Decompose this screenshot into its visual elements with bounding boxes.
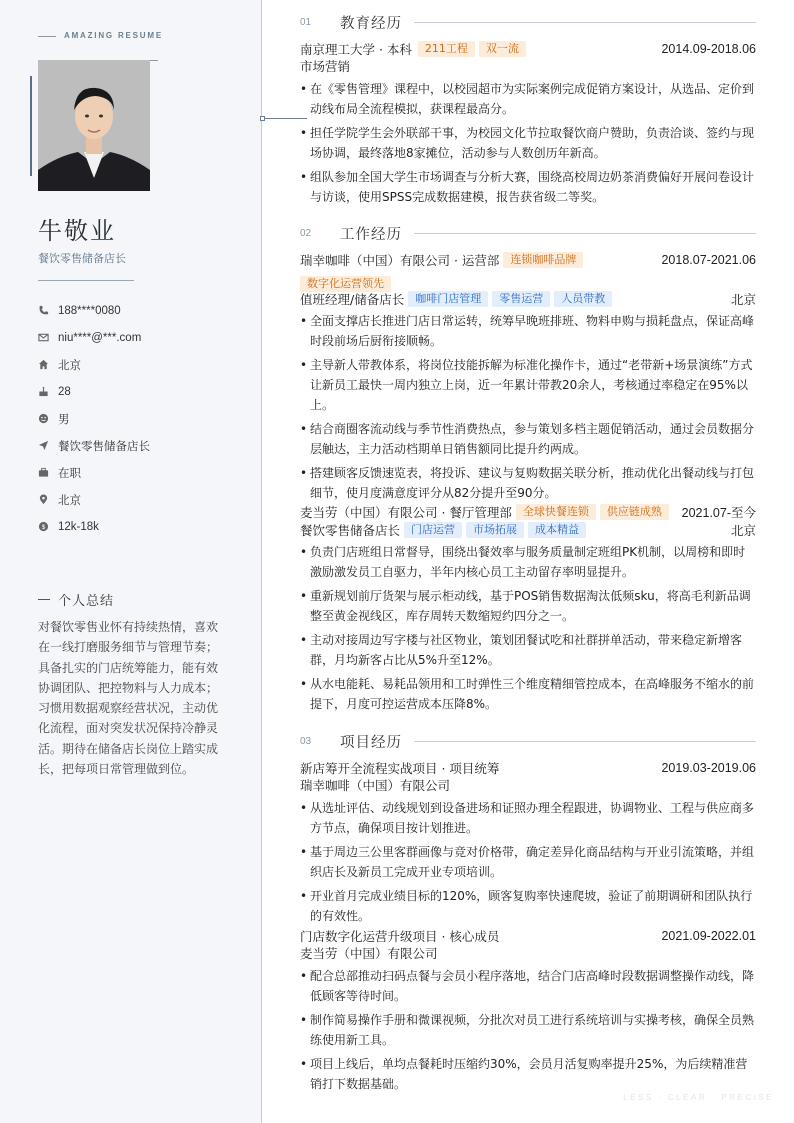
project-header-row — [300, 927, 756, 945]
info-value: 餐饮零售储备店长 — [58, 440, 150, 453]
list-item: • 主动对接周边写字楼与社区物业，策划团餐试吃和社群拼单活动，带来稳定新增客群，月均新客占比从5%升至12%。 — [300, 630, 756, 670]
work-date: 2018.07-2021.06 — [661, 253, 756, 267]
section-number: 01 — [300, 17, 312, 28]
section-rule — [414, 22, 756, 23]
role-tag: 人员带教 — [554, 291, 612, 307]
info-status — [38, 459, 248, 486]
svg-text:$: $ — [41, 523, 46, 531]
company-tag: 供应链成熟 — [600, 504, 669, 520]
section-number: 02 — [300, 228, 312, 239]
info-home — [38, 351, 248, 378]
role-tag: 市场拓展 — [466, 522, 524, 538]
info-email — [38, 324, 248, 351]
list-item: • 搭建顾客反馈速览表，将投诉、建议与复购数据关联分析，推动优化出餐动线与打包细节，使月度满意度评分从82分提升至90分。 — [300, 463, 756, 503]
list-item: • 制作简易操作手册和微课视频，分批次对员工进行系统培训与实操考核，确保全员熟练使用新工具。 — [300, 1010, 756, 1050]
send-icon — [38, 440, 58, 451]
info-value: 188****0080 — [58, 304, 121, 317]
brand-dash — [38, 36, 56, 37]
list-item: • 重新规划前厅货架与展示柜动线，基于POS销售数据淘汰低频sku，将高毛利新品调整至黄金视线区，库存周转天数缩短约四分之一。 — [300, 586, 756, 626]
info-value: 28 — [58, 385, 71, 398]
info-phone — [38, 297, 248, 324]
role-row — [300, 290, 756, 308]
role-tag: 零售运营 — [492, 291, 550, 307]
phone-icon — [38, 305, 58, 316]
list-item: • 组队参加全国大学生市场调查与分析大赛，围绕高校周边奶茶消费偏好开展问卷设计与访谈，使用SPSS完成数据建模，报告获省级二等奖。 — [300, 167, 756, 207]
list-item: • 结合商圈客流动线与季节性消费热点，参与策划多档主题促销活动，通过会员数据分层触达，主力活动档期单日销售额同比提升约两成。 — [300, 419, 756, 459]
info-age — [38, 378, 248, 405]
section-header-projects — [300, 731, 756, 752]
project-entry-2 — [300, 927, 756, 1094]
info-target-role — [38, 432, 248, 459]
section-header-work — [300, 223, 756, 244]
education-entry — [300, 40, 756, 207]
project-date: 2019.03-2019.06 — [661, 761, 756, 775]
cake-icon — [38, 386, 58, 397]
home-icon — [38, 359, 58, 370]
company-tag: 全球快餐连锁 — [516, 504, 596, 520]
profile-title: 餐饮零售储备店长 — [38, 252, 126, 265]
info-salary — [38, 513, 248, 540]
school-tag: 双一流 — [479, 41, 526, 57]
sidebar — [0, 0, 262, 1123]
contact-info-list — [38, 297, 248, 540]
section-header-education — [300, 12, 756, 33]
company-tags-overflow — [300, 269, 756, 290]
briefcase-icon — [38, 467, 58, 478]
list-item: • 主导新人带教体系，将岗位技能拆解为标准化操作卡，通过“老带新+场景演练”方式让新员工最快一周内独立上岗，近一年累计带教20余人，考核通过率稳定在95%以上。 — [300, 355, 756, 415]
work-date: 2021.07-至今 — [681, 506, 756, 520]
summary-heading — [38, 590, 114, 609]
company-name: 麦当劳（中国）有限公司 · 餐厅管理部 — [300, 505, 512, 520]
info-value: 12k-18k — [58, 520, 99, 533]
list-item: • 从水电能耗、易耗品领用和工时弹性三个维度精细管控成本，在高峰服务不缩水的前提下，月度可控运营成本压降8%。 — [300, 674, 756, 714]
education-header-row — [300, 40, 756, 58]
work-city: 北京 — [730, 292, 756, 307]
profile-name: 牛敬业 — [38, 217, 116, 245]
profile-photo — [38, 60, 150, 191]
section-rule — [414, 233, 756, 234]
section-title: 工作经历 — [340, 227, 402, 243]
list-item: • 担任学院学生会外联部干事，为校园文化节拉取餐饮商户赞助，负责洽谈、签约与现场协调，最终落地8家摊位，活动参与人数创历年新高。 — [300, 123, 756, 163]
project-date: 2021.09-2022.01 — [661, 929, 756, 943]
gender-icon — [38, 413, 58, 424]
info-gender — [38, 405, 248, 432]
work-entry-2 — [300, 503, 756, 714]
project-name: 门店数字化运营升级项目 · 核心成员 — [300, 929, 500, 944]
company-tag: 连锁咖啡品牌 — [503, 252, 583, 268]
school-name: 南京理工大学 · 本科 — [300, 42, 412, 57]
sidebar-divider — [38, 280, 134, 281]
role-row — [300, 521, 756, 539]
work-bullets — [300, 542, 756, 714]
school-tag: 211工程 — [418, 41, 475, 57]
section-number: 03 — [300, 736, 312, 747]
project-entry-1 — [300, 759, 756, 926]
company-name: 瑞幸咖啡（中国）有限公司 · 运营部 — [300, 253, 500, 268]
summary-title: 个人总结 — [58, 594, 115, 609]
section-title: 教育经历 — [340, 16, 402, 32]
salary-icon — [38, 521, 58, 532]
role-name: 值班经理/储备店长 — [300, 292, 405, 307]
role-name: 餐饮零售储备店长 — [300, 523, 401, 538]
info-value: 在职 — [58, 467, 81, 480]
work-bullets — [300, 311, 756, 503]
list-item: • 全面支撑店长推进门店日常运转，统筹早晚班排班、物料申购与损耗盘点，保证高峰时段前场后厨衔接顺畅。 — [300, 311, 756, 351]
project-org: 瑞幸咖啡（中国）有限公司 — [300, 778, 451, 793]
project-name: 新店筹开全流程实战项目 · 项目统筹 — [300, 761, 500, 776]
summary-dash — [38, 599, 50, 600]
project-bullets — [300, 966, 756, 1094]
timeline-notch-marker — [260, 116, 265, 121]
list-item: • 开业首月完成业绩目标的120%，顾客复购率快速爬坡，验证了前期调研和团队执行的有效性。 — [300, 886, 756, 926]
education-bullets — [300, 79, 756, 207]
list-item: • 在《零售管理》课程中，以校园超市为实际案例完成促销方案设计，从选品、定价到动线布局全流程模拟，获课程最高分。 — [300, 79, 756, 119]
education-date: 2014.09-2018.06 — [661, 42, 756, 56]
info-value: 北京 — [58, 359, 81, 372]
location-pin-icon — [38, 494, 58, 505]
education-major: 市场营销 — [300, 59, 351, 74]
work-header-row — [300, 251, 756, 269]
project-org: 麦当劳（中国）有限公司 — [300, 946, 438, 961]
list-item: • 配合总部推动扫码点餐与会员小程序落地，结合门店高峰时段数据调整操作动线，降低顾客等待时间。 — [300, 966, 756, 1006]
work-header-row — [300, 503, 756, 521]
list-item: • 从选址评估、动线规划到设备进场和证照办理全程跟进，协调物业、工程与供应商多方节点，确保项目按计划推进。 — [300, 798, 756, 838]
role-tag: 门店运营 — [404, 522, 462, 538]
company-tag: 数字化运营领先 — [300, 276, 391, 292]
info-location — [38, 486, 248, 513]
list-item: • 负责门店班组日常督导，围绕出餐效率与服务质量制定班组PK机制，以周榜和即时激励激发员工自驱力，半年内核心员工主动留存率明显提升。 — [300, 542, 756, 582]
section-rule — [414, 741, 756, 742]
project-bullets — [300, 798, 756, 926]
list-item: • 基于周边三公里客群画像与竞对价格带，确定差异化商品结构与开业引流策略，并组织店长及新员工完成开业专项培训。 — [300, 842, 756, 882]
role-tag: 成本精益 — [528, 522, 586, 538]
list-item: • 项目上线后，单均点餐耗时压缩约30%，会员月活复购率提升25%，为后续精准营销打下数据基础。 — [300, 1054, 756, 1094]
work-city: 北京 — [730, 523, 756, 538]
info-value: 北京 — [58, 494, 81, 507]
role-tag: 咖啡门店管理 — [408, 291, 488, 307]
footer-watermark: LESS · CLEAR · PRECISE — [623, 1092, 774, 1102]
project-header-row — [300, 759, 756, 777]
work-entry-1 — [300, 251, 756, 503]
info-value: niu****@***.com — [58, 331, 142, 344]
summary-text: 对餐饮零售业怀有持续热情，喜欢在一线打磨服务细节与管理节奏；具备扎实的门店统筹能力，能有效协调团队、把控物料与人力成本；习惯用数据观察经营状况，主动优化流程，面对突发状况保持冷静灵活。期待在储备店长岗位上踏实成长，把每项日常管理做到位。 — [38, 620, 219, 777]
info-value: 男 — [58, 413, 70, 426]
photo-accent-bar — [30, 76, 32, 176]
brand-label: AMAZING RESUME — [64, 31, 163, 40]
section-title: 项目经历 — [340, 735, 402, 751]
mail-icon — [38, 332, 58, 343]
